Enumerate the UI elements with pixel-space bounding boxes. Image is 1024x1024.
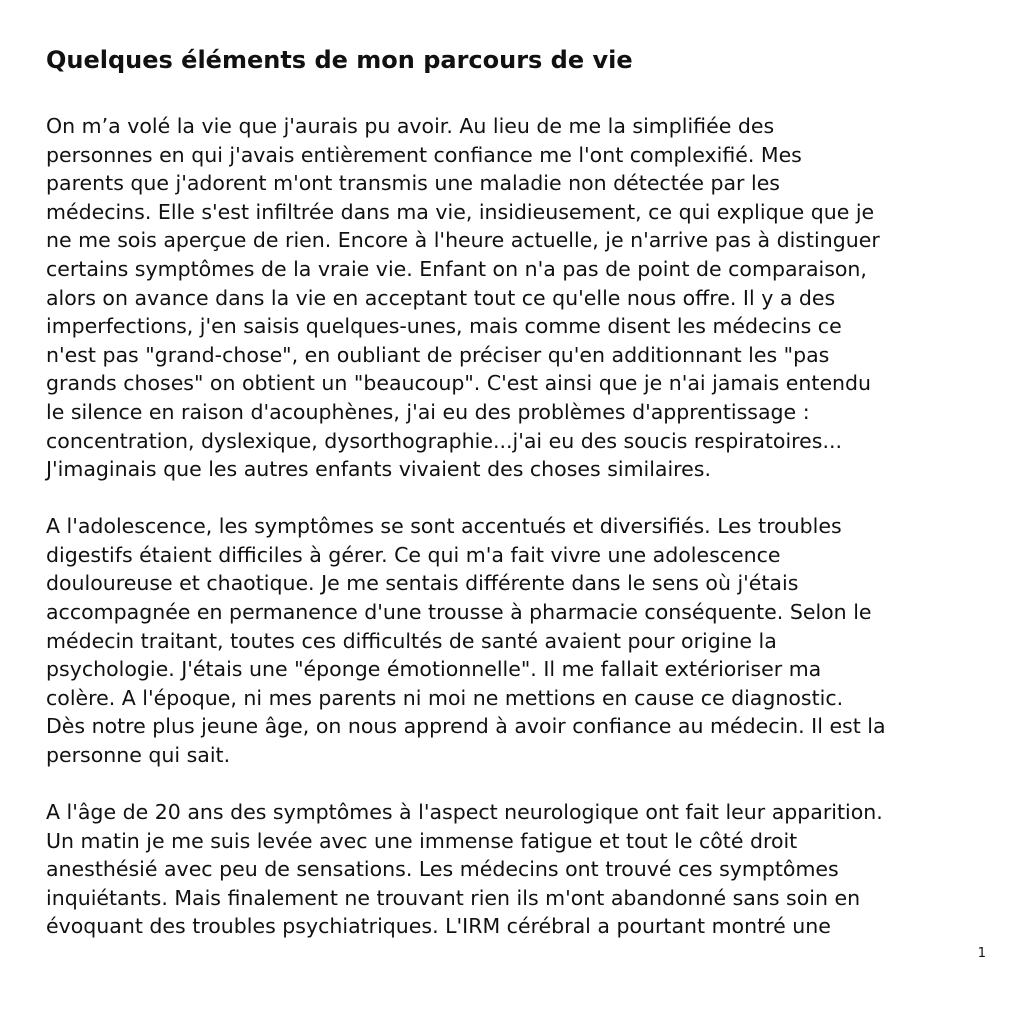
text-line: A l'adolescence, les symptômes se sont accentués et diversifiés. Les troubles	[46, 514, 842, 539]
paragraph-age-twenty	[46, 798, 986, 941]
paragraph-adolescence	[46, 512, 986, 769]
text-line: ne me sois aperçue de rien. Encore à l'heure actuelle, je n'arrive pas à distinguer	[46, 228, 880, 253]
text-line: Un matin je me suis levée avec une immense fatigue et tout le côté droit	[46, 828, 798, 853]
text-line: colère. A l'époque, ni mes parents ni moi ne mettions en cause ce diagnostic.	[46, 685, 844, 710]
text-line: grands choses" on obtient un "beaucoup". C'est ainsi que je n'ai jamais entendu	[46, 371, 872, 396]
text-line: J'imaginais que les autres enfants vivaient des choses similaires.	[46, 457, 711, 482]
text-line: On m’a volé la vie que j'aurais pu avoir. Au lieu de me la simplifiée des	[46, 114, 775, 138]
text-line: psychologie. J'étais une "éponge émotionnelle". Il me fallait extérioriser ma	[46, 657, 822, 682]
text-line: évoquant des troubles psychiatriques. L'IRM cérébral a pourtant montré une	[46, 914, 831, 939]
text-line: parents que j'adorent m'ont transmis une maladie non détectée par les	[46, 171, 780, 196]
document-title: Quelques éléments de mon parcours de vie	[46, 46, 633, 74]
text-line: alors on avance dans la vie en acceptant tout ce qu'elle nous offre. Il y a des	[46, 285, 836, 310]
text-line: médecin traitant, toutes ces difficultés de santé avaient pour origine la	[46, 628, 777, 653]
text-line: accompagnée en permanence d'une trousse à pharmacie conséquente. Selon le	[46, 600, 872, 624]
text-line: n'est pas "grand-chose", en oubliant de préciser qu'en additionnant les "pas	[46, 342, 830, 367]
text-line: digestifs étaient difficiles à gérer. Ce qui m'a fait vivre une adolescence	[46, 542, 781, 567]
text-line: A l'âge de 20 ans des symptômes à l'aspect neurologique ont fait leur apparition.	[46, 800, 883, 825]
text-line: anesthésié avec peu de sensations. Les médecins ont trouvé ces symptômes	[46, 857, 839, 882]
text-line: personnes en qui j'avais entièrement confiance me l'ont complexifié. Mes	[46, 142, 802, 167]
paragraph-childhood	[46, 112, 986, 484]
text-line: le silence en raison d'acouphènes, j'ai eu des problèmes d'apprentissage :	[46, 399, 810, 424]
document-page	[46, 40, 986, 970]
text-line: Dès notre plus jeune âge, on nous apprend à avoir confiance au médecin. Il est la	[46, 714, 886, 739]
text-line: imperfections, j'en saisis quelques-unes, mais comme disent les médecins ce	[46, 314, 842, 339]
text-line: concentration, dyslexique, dysorthographie...j'ai eu des soucis respiratoires...	[46, 428, 842, 453]
text-line: inquiétants. Mais finalement ne trouvant rien ils m'ont abandonné sans soin en	[46, 885, 861, 910]
text-line: certains symptômes de la vraie vie. Enfant on n'a pas de point de comparaison,	[46, 256, 867, 281]
text-line: personne qui sait.	[46, 742, 231, 767]
text-line: médecins. Elle s'est infiltrée dans ma vie, insidieusement, ce qui explique que je	[46, 199, 875, 224]
page-number: 1	[977, 946, 986, 961]
text-line: douloureuse et chaotique. Je me sentais différente dans le sens où j'étais	[46, 571, 799, 596]
